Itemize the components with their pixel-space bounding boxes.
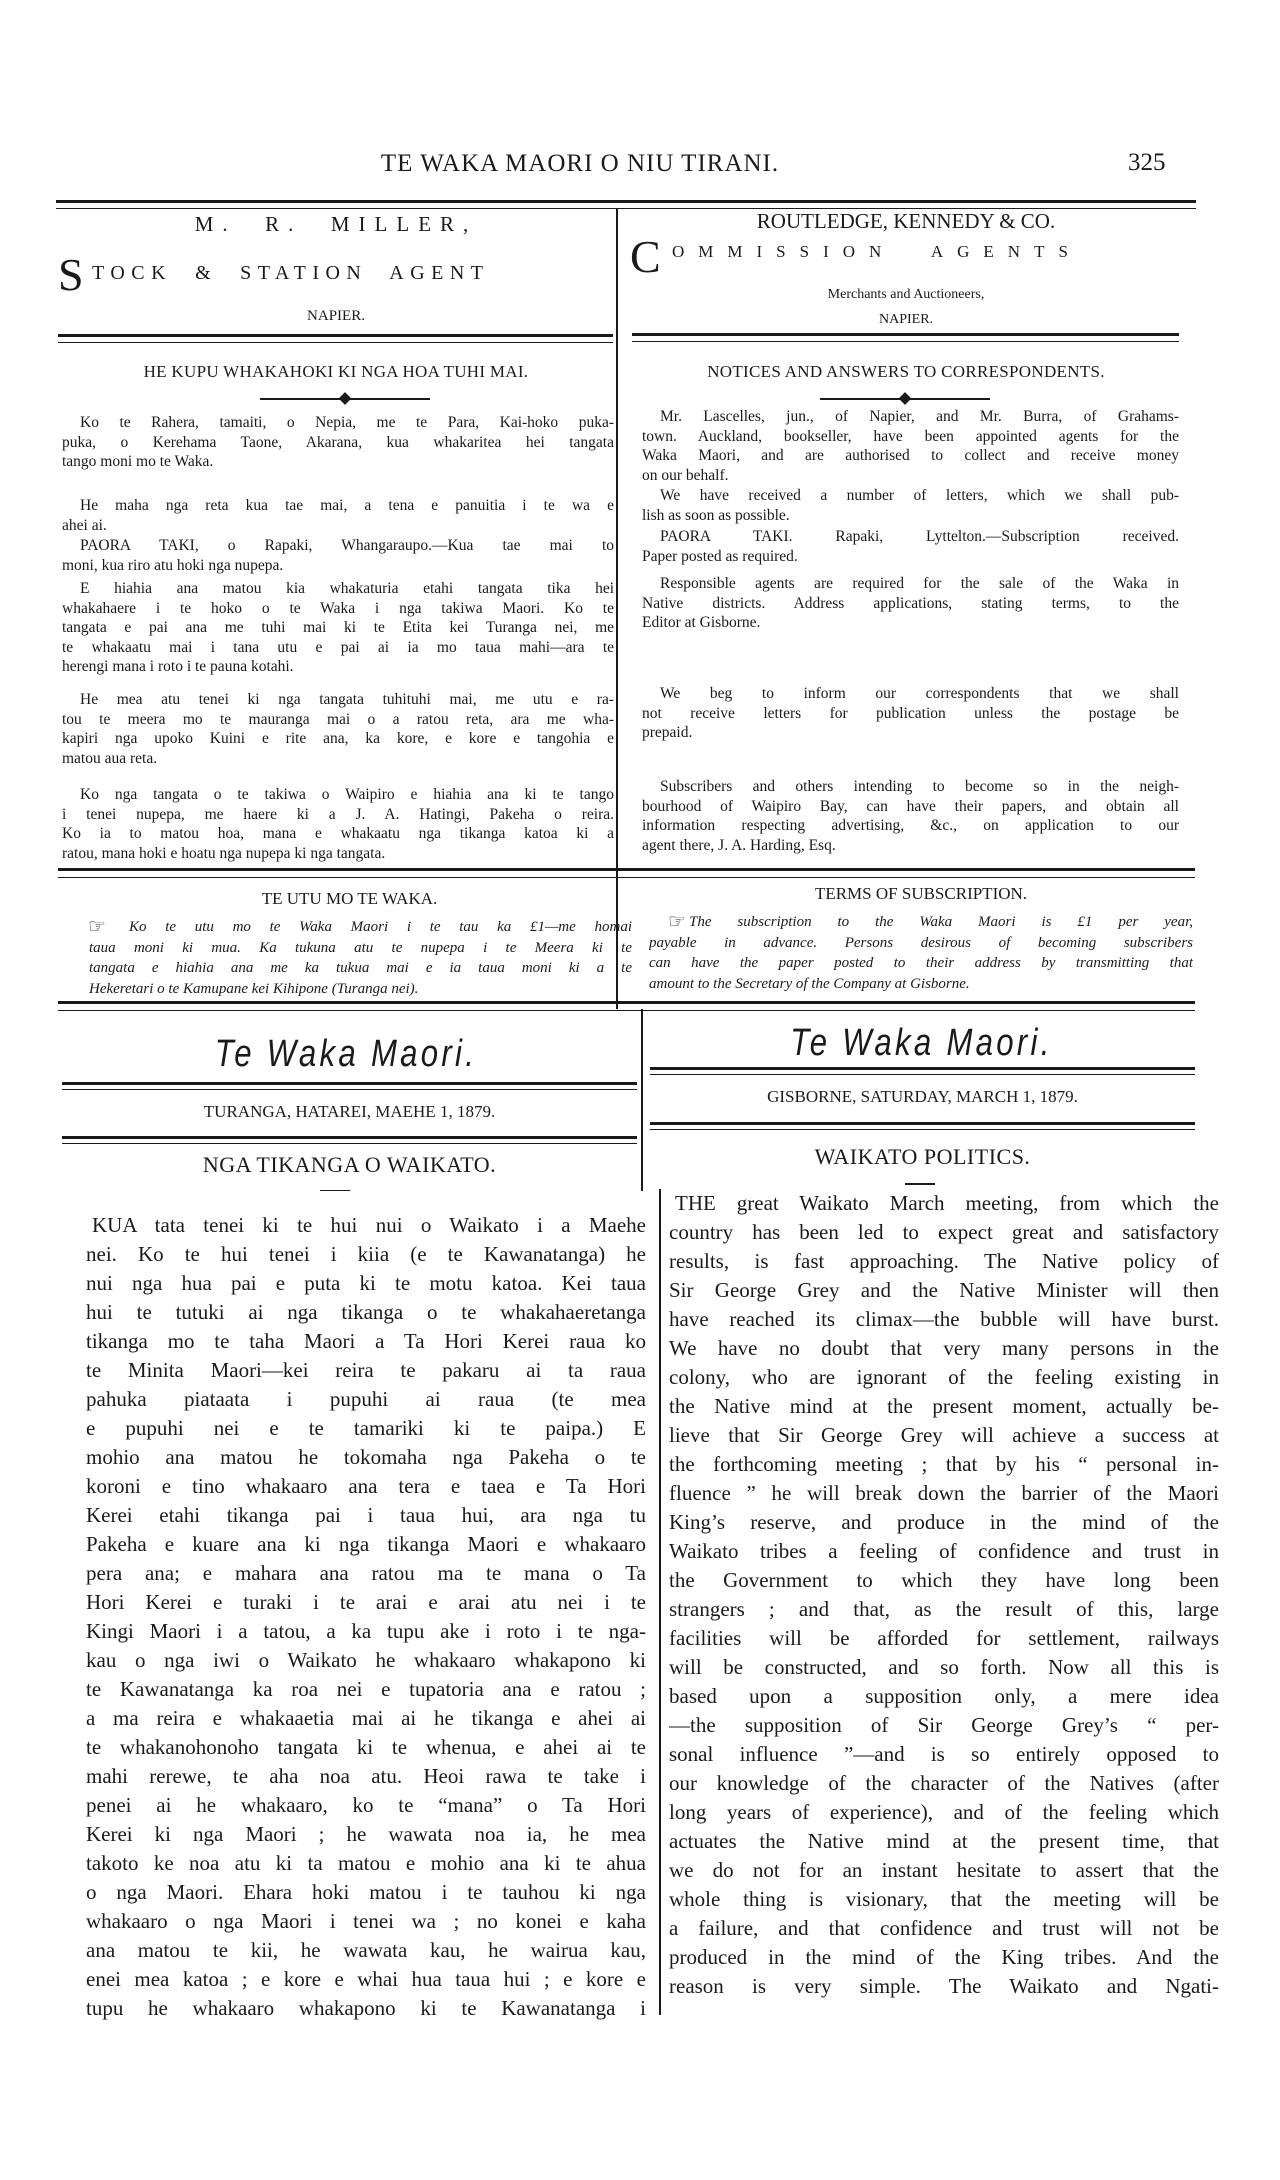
text-line: The subscription to the Waka Maori is £1 per year, [689, 914, 1193, 930]
ad-miller-drop-cap: S [58, 249, 84, 300]
box-rule-top-thin [58, 877, 1195, 878]
text-line: PAORA TAKI. Rapaki, Lyttelton.—Subscription received. [660, 528, 1179, 545]
text-line: pahuka piataata i pupuhi ai raua (te mea [86, 1387, 646, 1411]
text-line: Hori Kerei e turaki i te arai e arai atu nei i te [86, 1590, 646, 1614]
subscription-maori-heading: TE UTU MO TE WAKA. [261, 889, 438, 908]
text-line: taua moni ki mua. Ka tukuna atu te nupepa i te Meera ki te [89, 939, 632, 956]
text-line: Ko nga tangata o te takiwa o Waipiro e hiahia ana ki te tango [80, 786, 614, 803]
article-body-english [669, 1189, 1219, 2001]
text-line: We beg to inform our correspondents that we shall [660, 685, 1179, 702]
text-line: Kingi Maori i a tatou, a ka tupu ake i roto i te nga- [86, 1619, 646, 1643]
dateline-maori: TURANGA, HATAREI, MAEHE 1, 1879. [203, 1102, 496, 1121]
text-line: herengi mana i roto i te pauna kotahi. [62, 658, 294, 675]
text-line: results, is fast approaching. The Native policy of [669, 1249, 1219, 1273]
text-line: Subscribers and others intending to become so in the neigh- [660, 778, 1179, 795]
ad-routledge-sub: Merchants and Auctioneers, [827, 287, 985, 302]
text-line: a ma reira e whakaaetia mai ai he tikanga e ahei ai [86, 1706, 646, 1730]
masthead-rule-right-thick [650, 1067, 1195, 1070]
text-line: KUA tata tenei ki te hui nui o Waikato i a Maehe [92, 1213, 646, 1237]
notice-paragraph [62, 496, 614, 535]
notice-paragraph [642, 574, 1179, 633]
text-line: kapiri nga upoko Kuini e rite ana, ka kore, e kore e tangohia e [62, 730, 614, 747]
text-line: i tenei nupepa, me haere ki a J. A. Hatingi, Pakeha o reira. [62, 805, 614, 823]
text-line: nei. Ko te hui tenei i kiia (e te Kawanatanga) he [86, 1242, 646, 1266]
notices-maori-heading: HE KUPU WHAKAHOKI KI NGA HOA TUHI MAI. [143, 362, 529, 381]
pointing-hand-icon: ☞ [668, 911, 686, 933]
newspaper-title: TE WAKA MAORI O NIU TIRANI. [380, 150, 780, 177]
text-line: have reached its climax—the bubble will have burst. [669, 1307, 1219, 1331]
text-line: long years of experience), and of the feeling which [669, 1800, 1219, 1824]
text-line: Waka Maori, and are authorised to collect and receive money [642, 447, 1179, 464]
text-line: takoto ke noa atu ki ta matou e mohio ana ki te ahua [86, 1851, 646, 1875]
text-line: agent there, J. A. Harding, Esq. [642, 836, 836, 854]
masthead-rule-left-thin [62, 1089, 637, 1090]
text-line: whole thing is visionary, that the meeting will be [669, 1887, 1219, 1911]
subscription-english-heading: TERMS OF SUBSCRIPTION. [814, 884, 1028, 903]
notice-paragraph [62, 690, 614, 768]
text-line: the Government to which they have long been [669, 1568, 1219, 1592]
ad-routledge-drop-cap: C [630, 231, 661, 282]
notice-paragraph [642, 684, 1179, 743]
text-line: tango moni mo te Waka. [62, 453, 214, 470]
text-line: bourhood of Waipiro Bay, can have their papers, and obtain all [642, 797, 1179, 815]
ad-miller-name: M. R. MILLER, [194, 212, 478, 236]
ad-rule-left-thin [58, 342, 613, 343]
text-line: on our behalf. [642, 466, 729, 484]
ad-miller-place: NAPIER. [307, 308, 365, 324]
ad-rule-left-thick [58, 334, 613, 337]
text-line: country has been led to expect great and satisfactory [669, 1220, 1219, 1244]
text-line: our knowledge of the character of the Natives (after [669, 1771, 1219, 1795]
text-line: King’s reserve, and produce in the mind of the [669, 1510, 1219, 1534]
text-line: He mea atu tenei ki nga tangata tuhituhi mai, me utu e ra- [80, 691, 614, 708]
dateline-english: GISBORNE, SATURDAY, MARCH 1, 1879. [767, 1087, 1078, 1106]
text-line: penei ai he whakaaro, ko te “mana” o Ta Hori [86, 1793, 646, 1817]
text-line: He maha nga reta kua tae mai, a tena e panuitia i te wa e [80, 497, 614, 514]
ornament-divider [820, 398, 990, 400]
text-line: lieve that Sir George Grey will achieve a success at [669, 1423, 1219, 1447]
dateline-rule-right-thin [650, 1129, 1195, 1130]
text-line: a failure, and that confidence and trust will not be [669, 1916, 1219, 1940]
text-line: prepaid. [642, 724, 693, 741]
text-line: facilities will be afforded for settlement, railways [669, 1626, 1219, 1650]
text-line: can have the paper posted to their address by transmitting that [649, 955, 1193, 971]
notice-paragraph [642, 777, 1179, 855]
text-line: tangata e hiahia ana me ka tukua mai e ia taua moni ki a te [89, 960, 632, 976]
masthead-maori: Te Waka Maori. [214, 1033, 478, 1075]
title-rule-right [905, 1183, 935, 1185]
text-line: te whakanohonoho tangata ki te whenua, e ahei ai te [86, 1735, 646, 1759]
subscription-maori-text [89, 917, 632, 999]
text-line: tupu he whakaaro whakapono ki te Kawanatanga i [86, 1996, 646, 2020]
text-line: produced in the mind of the King tribes. And the [669, 1945, 1219, 1969]
box-rule-bottom-thick [58, 1001, 1195, 1004]
page-number: 325 [1128, 149, 1166, 176]
text-line: te whakaatu mai i tana utu e pai ai ia mo taua mahi—ara te [62, 638, 614, 656]
text-line: whakahaere i te hoko o te Waka i nga takiwa Maori. Ko te [62, 599, 614, 617]
notice-paragraph [642, 527, 1179, 566]
masthead-rule-right-thin [650, 1074, 1195, 1075]
box-rule-bottom-thin [58, 1010, 1195, 1011]
ad-routledge-name: ROUTLEDGE, KENNEDY & CO. [756, 209, 1056, 233]
text-line: ana matou te kii, he wawata kau, he wairua kau, [86, 1938, 646, 1962]
text-line: Hekeretari o te Kamupane kei Kihipone (Turanga nei). [89, 980, 419, 997]
text-line: pera ana; e mahara ana ratou ma te mana o Ta [86, 1561, 646, 1585]
text-line: whakaaro o nga Maori i tenei wa ; no konei e kaha [86, 1909, 646, 1933]
text-line: town. Auckland, bookseller, have been appointed agents for the [642, 427, 1179, 445]
text-line: PAORA TAKI, o Rapaki, Whangaraupo.—Kua tae mai to [80, 537, 614, 554]
subscription-english-text [649, 912, 1193, 994]
text-line: sonal influence ”—and is so entirely opposed to [669, 1742, 1219, 1766]
masthead-rule-left-thick [62, 1082, 637, 1085]
text-line: nui nga hua pai e puta ki te motu katoa. Kei taua [86, 1271, 646, 1295]
text-line: Responsible agents are required for the sale of the Waka in [660, 575, 1179, 592]
notices-english-heading: NOTICES AND ANSWERS TO CORRESPONDENTS. [707, 362, 1105, 381]
notice-paragraph [642, 407, 1179, 485]
dateline-rule-right-thick [650, 1122, 1195, 1125]
text-line: Waikato tribes a feeling of confidence and trust in [669, 1539, 1219, 1563]
text-line: ratou, mana hoki e hoatu nga nupepa ki nga tangata. [62, 844, 386, 862]
dateline-rule-left-thick [62, 1136, 637, 1139]
text-line: based upon a supposition only, a mere idea [669, 1684, 1219, 1708]
text-line: will be constructed, and so forth. Now all this is [669, 1655, 1219, 1679]
text-line: e pupuhi nei e te tamariki ki te paipa.) E [86, 1416, 646, 1440]
text-line: Ko te Rahera, tamaiti, o Nepia, me te Para, Kai-hoko puka- [80, 414, 614, 431]
text-line: —the supposition of Sir George Grey’s “ per- [669, 1713, 1219, 1737]
header-rule-thick [56, 200, 1196, 203]
text-line: o nga Maori. Ehara hoki matou i te tauhou ki nga [86, 1880, 646, 1904]
text-line: Kerei etahi tikanga pai i taua hui, ara nga tu [86, 1503, 646, 1527]
text-line: Editor at Gisborne. [642, 614, 761, 631]
title-rule-left [320, 1190, 350, 1191]
text-line: payable in advance. Persons desirous of becoming subscribers [649, 934, 1193, 951]
column-divider-article [659, 1189, 661, 2015]
text-line: the forthcoming meeting ; that by his “ personal in- [669, 1452, 1219, 1476]
notice-paragraph [62, 579, 614, 677]
text-line: we do not for an instant hesitate to assert that the [669, 1858, 1219, 1882]
ornament-divider [260, 398, 430, 400]
text-line: te Minita Maori—kei reira te pakaru ai ta raua [86, 1358, 646, 1382]
text-line: We have received a number of letters, which we shall pub- [660, 487, 1179, 504]
text-line: matou aua reta. [62, 749, 158, 767]
box-rule-top-thick [58, 868, 1195, 871]
notice-paragraph [62, 413, 614, 472]
text-line: reason is very simple. The Waikato and Ngati- [669, 1974, 1219, 1998]
text-line: THE great Waikato March meeting, from which the [675, 1191, 1219, 1215]
text-line: koroni e tino whakaaro ana tera e taea e Ta Hori [86, 1474, 646, 1498]
text-line: moni, kua riro atu hoki nga nupepa. [62, 556, 284, 574]
masthead-english: Te Waka Maori. [790, 1022, 1053, 1064]
text-line: Native districts. Address applications, stating terms, to the [642, 594, 1179, 612]
pointing-hand-icon: ☞ [88, 916, 106, 938]
column-divider-middle [641, 1009, 643, 1191]
text-line: E hiahia ana matou kia whakaturia etahi tangata tika hei [80, 580, 614, 597]
text-line: actuates the Native mind at the present time, that [669, 1829, 1219, 1853]
text-line: information respecting advertising, &c., on application to our [642, 817, 1179, 834]
ad-miller-line: TOCK & STATION AGENT [92, 262, 490, 284]
text-line: te Kawanatanga ka roa nei e tupatoria ana e ratou ; [86, 1677, 646, 1701]
notice-paragraph [642, 486, 1179, 525]
text-line: Paper posted as required. [642, 547, 798, 565]
text-line: Sir George Grey and the Native Minister will then [669, 1278, 1219, 1302]
article-title-english: WAIKATO POLITICS. [814, 1144, 1031, 1169]
text-line: mohio ana matou he tokomaha nga Pakeha o te [86, 1445, 646, 1469]
text-line: ahei ai. [62, 516, 107, 534]
text-line: colony, who are ignorant of the feeling existing in [669, 1365, 1219, 1389]
text-line: strangers ; and that, as the result of this, large [669, 1597, 1219, 1621]
text-line: amount to the Secretary of the Company at Gisborne. [649, 975, 970, 992]
text-line: lish as soon as possible. [642, 506, 790, 524]
ad-routledge-place: NAPIER. [878, 312, 934, 327]
ad-routledge-line: OMMISSION AGENTS [672, 242, 1082, 261]
text-line: the Native mind at the present moment, actually be- [669, 1394, 1219, 1418]
text-line: hui te tutuki ai nga tikanga o te whakahaeretanga [86, 1300, 646, 1324]
text-line: Ko ia to matou hoa, mana e whakaatu nga tikanga katoa ki a [62, 825, 614, 842]
ad-rule-right-thin [632, 341, 1179, 342]
text-line: Pakeha e kuare ana ki nga tikanga Maori e whakaaro [86, 1532, 646, 1556]
text-line: mahi rerewe, te aha noa atu. Heoi rawa te take i [86, 1764, 646, 1788]
text-line: kau o nga iwi o Waikato he whakaaro whakapono ki [86, 1648, 646, 1672]
text-line: enei mea katoa ; e kore e whai hua taua hui ; e kore e [86, 1967, 646, 1991]
ad-rule-right-thick [632, 333, 1179, 336]
notice-paragraph [62, 785, 614, 863]
text-line: tou te meera mo te mauranga mai o a ratou reta, ara me wha- [62, 710, 614, 728]
article-body-maori [86, 1211, 646, 2023]
text-line: We have no doubt that very many persons in the [669, 1336, 1219, 1360]
text-line: Ko te utu mo te Waka Maori i te tau ka £1—me homai [129, 919, 632, 935]
text-line: Kerei ki nga Maori ; he wawata noa ia, he mea [86, 1822, 646, 1846]
text-line: fluence ” he will break down the barrier of the Maori [669, 1481, 1219, 1505]
text-line: tangata e pai ana me tuhi mai ki te Etita kei Turanga nei, me [62, 619, 614, 636]
notice-paragraph [62, 536, 614, 575]
article-title-maori: NGA TIKANGA O WAIKATO. [202, 1152, 497, 1177]
text-line: not receive letters for publication unless the postage be [642, 704, 1179, 722]
text-line: puka, o Kerehama Taone, Akarana, kua whakaritea hei tangata [62, 433, 614, 451]
text-line: tikanga mo te taha Maori a Ta Hori Kerei raua ko [86, 1329, 646, 1353]
dateline-rule-left-thin [62, 1143, 637, 1144]
text-line: Mr. Lascelles, jun., of Napier, and Mr. Burra, of Grahams- [660, 408, 1179, 425]
